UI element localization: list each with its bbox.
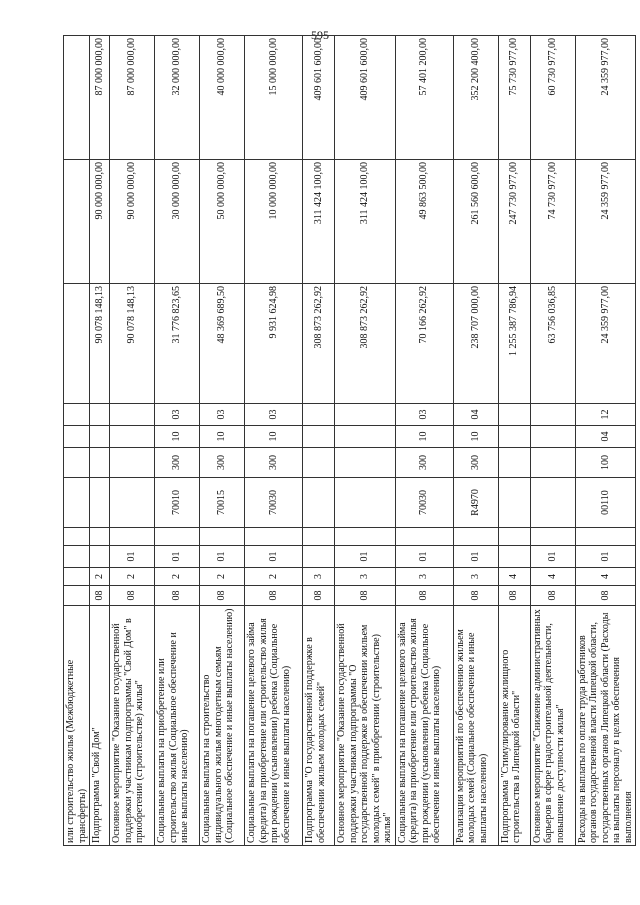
cell-v2015: 40 000 000,00 bbox=[200, 36, 245, 160]
cell-v2013: 9 931 624,98 bbox=[245, 284, 303, 404]
cell-v2013: 90 078 148,13 bbox=[110, 284, 155, 404]
table-row bbox=[395, 36, 453, 846]
cell-name: Расходы на выплаты по оплате труда работников органов государственной власти Липецкой области, государственных органов Липецкой области (Расходы на выплаты персоналу в целях обеспечения выполнения bbox=[575, 606, 636, 846]
cell-cg: 10 bbox=[395, 426, 453, 448]
cell-v2013: 308 873 262,92 bbox=[303, 284, 335, 404]
cell-vr: 300 bbox=[395, 448, 453, 478]
cell-cs bbox=[64, 404, 90, 426]
cell-v2014: 90 000 000,00 bbox=[90, 160, 110, 284]
cell-rz: 2 bbox=[90, 568, 110, 586]
cell-v2015: 57 401 200,00 bbox=[395, 36, 453, 160]
table-row bbox=[155, 36, 200, 846]
cell-cs bbox=[110, 404, 155, 426]
cell-rz: 4 bbox=[530, 568, 575, 586]
cell-rz: 2 bbox=[200, 568, 245, 586]
cell-ps: 01 bbox=[530, 546, 575, 568]
cell-cg bbox=[498, 426, 530, 448]
cell-vr: 300 bbox=[453, 448, 498, 478]
cell-ps bbox=[498, 546, 530, 568]
cell-cs bbox=[498, 404, 530, 426]
cell-cg bbox=[64, 426, 90, 448]
cell-vr bbox=[110, 448, 155, 478]
table-row bbox=[200, 36, 245, 846]
cell-cs: 12 bbox=[575, 404, 636, 426]
cell-cs: 03 bbox=[395, 404, 453, 426]
cell-cg: 04 bbox=[575, 426, 636, 448]
cell-v2014: 30 000 000,00 bbox=[155, 160, 200, 284]
cell-ps: 01 bbox=[245, 546, 303, 568]
cell-csr: 70010 bbox=[155, 478, 200, 528]
cell-cs bbox=[530, 404, 575, 426]
cell-name: Основное мероприятие "Оказание государственной поддержки участникам подпрограммы "Свой Дом" в приобретении (строительстве) жилья" bbox=[110, 606, 155, 846]
cell-ps bbox=[303, 546, 335, 568]
table-row bbox=[453, 36, 498, 846]
cell-v2014: 50 000 000,00 bbox=[200, 160, 245, 284]
cell-rz: 3 bbox=[453, 568, 498, 586]
cell-rz: 2 bbox=[110, 568, 155, 586]
cell-gr bbox=[64, 586, 90, 606]
cell-gr: 08 bbox=[303, 586, 335, 606]
cell-v2015: 75 730 977,00 bbox=[498, 36, 530, 160]
cell-gr: 08 bbox=[498, 586, 530, 606]
cell-name: Социальные выплаты на приобретение или строительство жилья (Социальное обеспечение и иные выплаты населению) bbox=[155, 606, 200, 846]
cell-vr: 300 bbox=[155, 448, 200, 478]
cell-gr: 08 bbox=[395, 586, 453, 606]
cell-name: Основное мероприятие "Оказание государственной поддержки участникам подпрограммы "О государственной поддержке в обеспечении жильем молодых семей" в приобретении (строительстве) жилья" bbox=[335, 606, 396, 846]
cell-csr: 70030 bbox=[245, 478, 303, 528]
cell-v2013: 308 873 262,92 bbox=[335, 284, 396, 404]
cell-cg bbox=[530, 426, 575, 448]
cell-cg: 10 bbox=[200, 426, 245, 448]
cell-ps bbox=[90, 546, 110, 568]
cell-cg: 10 bbox=[453, 426, 498, 448]
cell-rz: 4 bbox=[498, 568, 530, 586]
budget-table bbox=[63, 35, 636, 846]
cell-pp bbox=[303, 528, 335, 546]
cell-v2015: 15 000 000,00 bbox=[245, 36, 303, 160]
cell-rz: 3 bbox=[395, 568, 453, 586]
cell-pp bbox=[335, 528, 396, 546]
cell-ps: 01 bbox=[575, 546, 636, 568]
table-row bbox=[90, 36, 110, 846]
cell-pp bbox=[530, 528, 575, 546]
cell-csr: 70015 bbox=[200, 478, 245, 528]
table-body bbox=[64, 36, 636, 846]
cell-v2013: 70 166 262,92 bbox=[395, 284, 453, 404]
cell-cs bbox=[303, 404, 335, 426]
cell-cs: 03 bbox=[245, 404, 303, 426]
cell-name: Подпрограмма "Свой Дом" bbox=[90, 606, 110, 846]
cell-cg bbox=[303, 426, 335, 448]
table-row bbox=[498, 36, 530, 846]
cell-v2013: 90 078 148,13 bbox=[90, 284, 110, 404]
cell-pp bbox=[155, 528, 200, 546]
cell-gr: 08 bbox=[200, 586, 245, 606]
cell-gr: 08 bbox=[335, 586, 396, 606]
cell-v2014: 247 730 977,00 bbox=[498, 160, 530, 284]
cell-v2013 bbox=[64, 284, 90, 404]
cell-pp bbox=[110, 528, 155, 546]
cell-v2015 bbox=[64, 36, 90, 160]
cell-csr bbox=[530, 478, 575, 528]
table-row bbox=[110, 36, 155, 846]
cell-ps: 01 bbox=[395, 546, 453, 568]
cell-rz: 3 bbox=[303, 568, 335, 586]
table-row bbox=[64, 36, 90, 846]
cell-v2014: 90 000 000,00 bbox=[110, 160, 155, 284]
cell-v2014: 311 424 100,00 bbox=[303, 160, 335, 284]
cell-name: Социальные выплаты на строительство индивидуального жилья многодетным семьям (Социальное обеспечение и иные выплаты населению) bbox=[200, 606, 245, 846]
cell-cs: 03 bbox=[200, 404, 245, 426]
table-row bbox=[575, 36, 636, 846]
cell-cg bbox=[335, 426, 396, 448]
cell-ps: 01 bbox=[155, 546, 200, 568]
cell-v2013: 63 756 036,85 bbox=[530, 284, 575, 404]
cell-vr bbox=[303, 448, 335, 478]
cell-vr bbox=[530, 448, 575, 478]
cell-pp bbox=[453, 528, 498, 546]
cell-ps: 01 bbox=[200, 546, 245, 568]
cell-v2015: 352 200 400,00 bbox=[453, 36, 498, 160]
cell-ps: 01 bbox=[110, 546, 155, 568]
cell-gr: 08 bbox=[110, 586, 155, 606]
cell-rz: 3 bbox=[335, 568, 396, 586]
cell-v2015: 87 000 000,00 bbox=[110, 36, 155, 160]
cell-v2013: 31 776 823,65 bbox=[155, 284, 200, 404]
cell-v2014: 24 359 977,00 bbox=[575, 160, 636, 284]
cell-cs bbox=[90, 404, 110, 426]
cell-gr: 08 bbox=[90, 586, 110, 606]
cell-pp bbox=[498, 528, 530, 546]
cell-cg: 10 bbox=[245, 426, 303, 448]
table-row bbox=[530, 36, 575, 846]
cell-ps bbox=[64, 546, 90, 568]
cell-gr: 08 bbox=[575, 586, 636, 606]
cell-pp bbox=[200, 528, 245, 546]
cell-v2015: 87 000 000,00 bbox=[90, 36, 110, 160]
cell-v2013: 1 255 387 786,94 bbox=[498, 284, 530, 404]
cell-pp bbox=[64, 528, 90, 546]
cell-csr bbox=[303, 478, 335, 528]
cell-name: или строительство жилья (Межбюджетные трансферты) bbox=[64, 606, 90, 846]
cell-vr bbox=[335, 448, 396, 478]
table-row bbox=[245, 36, 303, 846]
cell-ps: 01 bbox=[453, 546, 498, 568]
cell-csr: 70030 bbox=[395, 478, 453, 528]
cell-cs: 04 bbox=[453, 404, 498, 426]
cell-vr bbox=[64, 448, 90, 478]
cell-v2014: 311 424 100,00 bbox=[335, 160, 396, 284]
cell-pp bbox=[395, 528, 453, 546]
cell-cg bbox=[90, 426, 110, 448]
cell-csr: 00110 bbox=[575, 478, 636, 528]
cell-v2014: 49 863 500,00 bbox=[395, 160, 453, 284]
cell-v2014 bbox=[64, 160, 90, 284]
cell-name: Основное мероприятие "Снижение административных барьеров в сфере градостроительной деятельности, повышение доступности жилья" bbox=[530, 606, 575, 846]
page-number: 595 bbox=[311, 28, 329, 42]
cell-v2015: 60 730 977,00 bbox=[530, 36, 575, 160]
cell-gr: 08 bbox=[155, 586, 200, 606]
table-row bbox=[335, 36, 396, 846]
cell-gr: 08 bbox=[245, 586, 303, 606]
cell-name: Социальные выплаты на погашение целевого займа (кредита) на приобретение или строительство жилья при рождении (усыновлении) ребенка (Социальное обеспечение и иные выплаты населению) bbox=[245, 606, 303, 846]
cell-csr bbox=[335, 478, 396, 528]
cell-v2014: 10 000 000,00 bbox=[245, 160, 303, 284]
cell-pp bbox=[245, 528, 303, 546]
cell-v2014: 74 730 977,00 bbox=[530, 160, 575, 284]
cell-v2015: 32 000 000,00 bbox=[155, 36, 200, 160]
cell-v2013: 48 369 689,50 bbox=[200, 284, 245, 404]
cell-name: Реализация мероприятий по обеспечению жильем молодых семей (Социальное обеспечение и иные выплаты населению) bbox=[453, 606, 498, 846]
cell-cg bbox=[110, 426, 155, 448]
cell-cs: 03 bbox=[155, 404, 200, 426]
cell-cg: 10 bbox=[155, 426, 200, 448]
cell-name: Подпрограмма "О государственной поддержке в обеспечении жильем молодых семей" bbox=[303, 606, 335, 846]
cell-ps: 01 bbox=[335, 546, 396, 568]
cell-csr bbox=[90, 478, 110, 528]
cell-rz: 4 bbox=[575, 568, 636, 586]
cell-gr: 08 bbox=[453, 586, 498, 606]
cell-vr bbox=[90, 448, 110, 478]
cell-gr: 08 bbox=[530, 586, 575, 606]
table-row bbox=[303, 36, 335, 846]
cell-v2015: 409 601 600,00 bbox=[303, 36, 335, 160]
cell-vr: 300 bbox=[200, 448, 245, 478]
cell-rz: 2 bbox=[245, 568, 303, 586]
cell-csr: R4970 bbox=[453, 478, 498, 528]
cell-cs bbox=[335, 404, 396, 426]
budget-table-sheet bbox=[63, 36, 634, 846]
cell-v2015: 24 359 977,00 bbox=[575, 36, 636, 160]
cell-csr bbox=[64, 478, 90, 528]
cell-vr bbox=[498, 448, 530, 478]
cell-v2015: 409 601 600,00 bbox=[335, 36, 396, 160]
cell-rz bbox=[64, 568, 90, 586]
cell-pp bbox=[575, 528, 636, 546]
cell-name: Подпрограмма "Стимулирование жилищного строительства в Липецкой области" bbox=[498, 606, 530, 846]
cell-rz: 2 bbox=[155, 568, 200, 586]
cell-v2014: 261 560 600,00 bbox=[453, 160, 498, 284]
cell-csr bbox=[498, 478, 530, 528]
cell-v2013: 238 707 000,00 bbox=[453, 284, 498, 404]
cell-pp bbox=[90, 528, 110, 546]
cell-csr bbox=[110, 478, 155, 528]
cell-vr: 300 bbox=[245, 448, 303, 478]
cell-vr: 100 bbox=[575, 448, 636, 478]
cell-v2013: 24 359 977,00 bbox=[575, 284, 636, 404]
cell-name: Социальные выплаты на погашение целевого займа (кредита) на приобретение или строительство жилья при рождении (усыновлении) ребенка (Социальное обеспечение и иные выплаты населению) bbox=[395, 606, 453, 846]
